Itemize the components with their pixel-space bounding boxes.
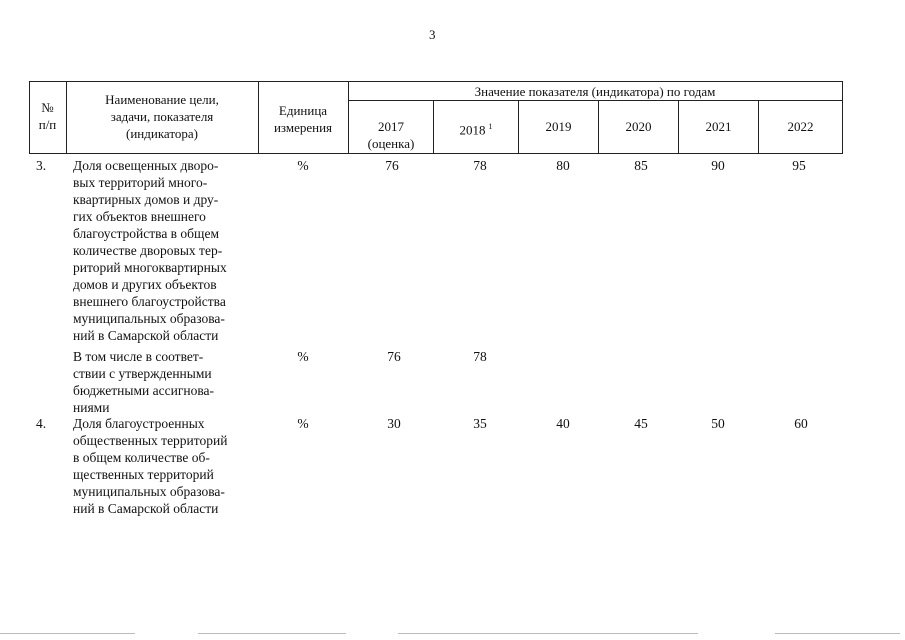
row-value: 78 [473,158,487,173]
row-value: 60 [794,416,808,431]
row-name [73,415,256,517]
row-name-line: общественных территорий [73,433,228,448]
row-name-line: муниципальных образова- [73,311,225,326]
row-value: 78 [473,349,487,364]
row-number: 3. [36,158,47,173]
row-value: 85 [634,158,648,173]
header-year [434,118,518,138]
row-name-line: ствии с утвержденными [73,366,212,381]
row-unit: % [297,158,309,173]
row-name-line: вых территорий много- [73,175,208,190]
header-year [349,118,433,152]
row-name-line: Доля благоустроенных [73,416,205,431]
scan-artifact-line [398,633,698,634]
header-values-group: Значение показателя (индикатора) по годам [474,84,716,99]
table-header-bottom-border [29,153,843,154]
row-value: 35 [473,416,487,431]
row-value: 45 [634,416,648,431]
row-name-line: риторий многоквартирных [73,260,227,275]
scan-artifact-line [0,633,135,634]
header-num-line: п/п [38,117,57,132]
table-top-border [29,81,843,82]
row-name-line: бюджетными ассигнова- [73,383,215,398]
page-number: 3 [429,27,436,42]
row-name-line: внешнего благоустройства [73,294,226,309]
header-year: 2020 [625,119,652,134]
row-name-line: Доля освещенных дворо- [73,158,219,173]
col-border [842,81,843,154]
row-name-line: количестве дворовых тер- [73,243,223,258]
row-name-line: квартирных домов и дру- [73,192,219,207]
row-name-line: ниями [73,400,110,415]
row-value: 76 [385,158,399,173]
header-name [66,91,258,142]
header-name-line: (индикатора) [126,126,198,141]
row-name-line: муниципальных образова- [73,484,225,499]
header-year: 2022 [787,119,814,134]
row-value: 30 [387,416,401,431]
row-unit: % [297,416,309,431]
years-group-divider [348,100,843,101]
header-year-label: 2018 [459,122,486,138]
row-value: 95 [792,158,806,173]
row-name-line: ний в Самарской области [73,328,219,343]
row-name-line: щественных территорий [73,467,214,482]
row-name-line: домов и других объектов [73,277,217,292]
row-name-line: в общем количестве об- [73,450,210,465]
header-year: 2021 [705,119,732,134]
row-value: 40 [556,416,570,431]
header-year-sub: (оценка) [367,136,415,151]
footnote-marker: 1 [488,122,493,131]
row-name [73,348,256,416]
scan-artifact-line [775,633,900,634]
header-year-label: 2017 [378,119,404,134]
row-name [73,157,256,344]
row-value: 76 [387,349,401,364]
header-unit-line: Единица [278,103,328,118]
header-unit-line: измерения [273,120,333,135]
row-name-line: В том числе в соответ- [73,349,204,364]
row-name-line: благоустройства в общем [73,226,219,241]
header-unit [258,102,348,136]
row-value: 50 [711,416,725,431]
header-num-line: № [41,100,54,115]
row-value: 80 [556,158,570,173]
header-name-line: Наименование цели, [105,92,219,107]
row-number: 4. [36,416,47,431]
header-year: 2019 [545,119,572,134]
row-unit: % [297,349,309,364]
header-num [29,99,66,133]
row-name-line: ний в Самарской области [73,501,219,516]
scan-artifact-line [198,633,346,634]
header-name-line: задачи, показателя [110,109,214,124]
row-value: 90 [711,158,725,173]
row-name-line: гих объектов внешнего [73,209,206,224]
